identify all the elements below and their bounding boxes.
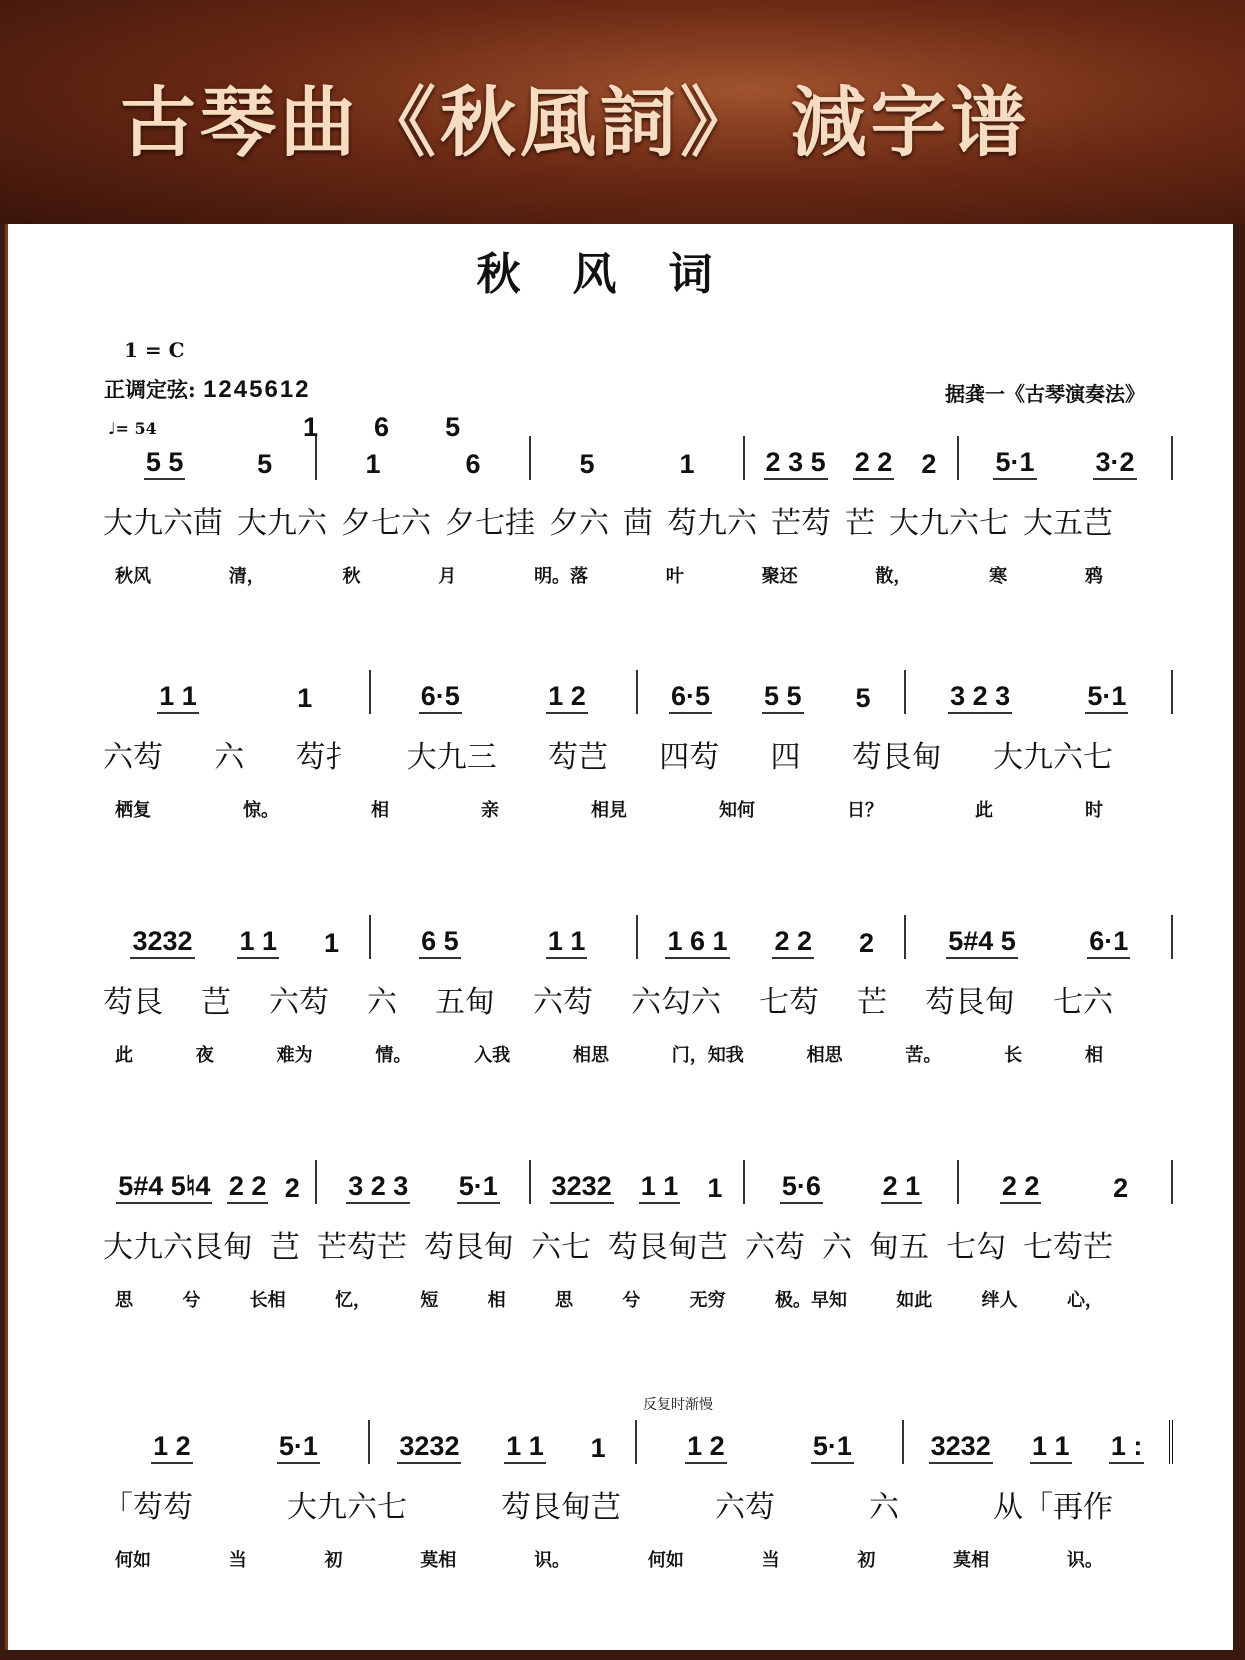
jianzipu-glyph: 四 (770, 740, 801, 775)
note-group: 2 2 (853, 446, 895, 480)
note-group: 2 2 (227, 1170, 269, 1204)
measure (637, 1420, 904, 1464)
jianzipu-glyph: 六芶 (715, 1490, 775, 1525)
jianzipu-glyph: 芶艮甸芑 (608, 1230, 728, 1265)
lyric: 识。 (1066, 1550, 1103, 1571)
notation-line (103, 1144, 1173, 1204)
note-group: 1 (297, 683, 313, 713)
tablature-line (103, 1222, 1173, 1272)
jianzipu-glyph: 芒 (857, 985, 887, 1020)
note-group: 3232 (550, 1170, 614, 1204)
note-group: 1 1 (1030, 1430, 1072, 1464)
upper-note: 1 (303, 412, 319, 442)
jianzipu-glyph: 大五芑 (1023, 506, 1113, 541)
lyric: 叶 (665, 566, 684, 587)
lyric: 思 (115, 1290, 133, 1311)
note-group: 5 (257, 449, 273, 479)
jianzipu-glyph: 六 (367, 985, 397, 1020)
measure (371, 915, 639, 959)
tablature-line (103, 498, 1173, 548)
jianzipu-glyph: 芑 (201, 985, 231, 1020)
lyric: 时 (1085, 800, 1103, 821)
note-group: 5·1 (811, 1430, 854, 1464)
score-row (103, 1144, 1173, 1312)
tuning (104, 374, 311, 404)
banner-title: 古琴曲《秋風詞》 減字谱 (120, 78, 1031, 167)
note-group: 2 2 (772, 925, 814, 959)
note-group: 5 5 (144, 446, 186, 480)
jianzipu-glyph: 大九六七 (287, 1490, 407, 1525)
measure (371, 670, 639, 714)
lyric: 相見 (591, 800, 627, 821)
jianzipu-glyph: 芶艮甸 (851, 740, 942, 775)
note-group: 3 2 3 (346, 1170, 410, 1204)
note-group: 6·5 (669, 680, 712, 714)
jianzipu-glyph: 七六 (1053, 985, 1113, 1020)
score-row (103, 654, 1173, 822)
lyric: 识。 (534, 1550, 571, 1571)
measure (745, 436, 959, 480)
lyric: 当 (761, 1550, 780, 1571)
note-group: 5·6 (780, 1170, 823, 1204)
jianzipu-glyph: 从「再作 (993, 1490, 1113, 1525)
jianzipu-glyph: 甸五 (869, 1230, 929, 1265)
note-group: 3232 (130, 925, 194, 959)
note-group: 1 1 (157, 680, 199, 714)
jianzipu-glyph: 大九六七 (993, 740, 1113, 775)
jianzipu-glyph: 芶艮甸芑 (501, 1490, 621, 1525)
lyric: 莫相 (420, 1550, 457, 1571)
note-group: 2 (1113, 1173, 1129, 1203)
lyric: 门，知我 (671, 1045, 744, 1066)
lyric: 秋风 (115, 566, 151, 587)
jianzipu-glyph: 「芶芶 (103, 1490, 193, 1525)
jianzipu-glyph: 夕七挂 (445, 506, 535, 541)
lyric: 聚还 (761, 566, 798, 587)
lyric: 绊人 (981, 1290, 1018, 1311)
note-group: 5·1 (277, 1430, 320, 1464)
lyric: 入我 (474, 1045, 511, 1066)
jianzipu-glyph: 六芶 (103, 740, 163, 775)
lyrics-line (103, 562, 1173, 588)
jianzipu-glyph: 芒芶芒 (317, 1230, 407, 1265)
lyric: 月 (438, 566, 457, 587)
note-group: 2 (921, 449, 937, 479)
lyrics-line (103, 1286, 1173, 1312)
lyric: 知何 (719, 800, 755, 821)
note-group: 1 2 (685, 1430, 727, 1464)
lyric: 何如 (647, 1550, 684, 1571)
lyric: 相 (487, 1290, 506, 1311)
measure (317, 1160, 531, 1204)
measure (906, 670, 1174, 714)
jianzipu-glyph: 大九六艮甸 (103, 1230, 253, 1265)
lyric: 情。 (375, 1045, 412, 1066)
score-row (103, 412, 1173, 588)
jianzipu-glyph: 大九六七 (889, 506, 1009, 541)
measure (103, 915, 371, 959)
measure (103, 436, 317, 480)
notation-line (103, 1404, 1173, 1464)
lyric: 极。早知 (774, 1290, 847, 1311)
lyric: 相 (1084, 1045, 1103, 1066)
jianzipu-glyph: 六芶 (745, 1230, 805, 1265)
notation-line (103, 412, 1173, 480)
lyric: 鸦 (1084, 566, 1103, 587)
lyric: 思 (554, 1290, 573, 1311)
note-group: 3·2 (1093, 446, 1136, 480)
score-row (103, 1404, 1173, 1572)
note-group: 1 : (1109, 1430, 1145, 1464)
note-group: 5·1 (993, 446, 1036, 480)
measure (745, 1160, 959, 1204)
note-group: 5#4 5♮4 (116, 1170, 212, 1204)
jianzipu-glyph: 七勾 (946, 1230, 1006, 1265)
jianzipu-glyph: 大九六 (237, 506, 327, 541)
lyric: 明。落 (534, 566, 589, 587)
note-group: 3232 (397, 1430, 461, 1464)
note-group: 2 (858, 928, 875, 958)
lyric: 忆， (334, 1290, 371, 1311)
measure (959, 1160, 1173, 1204)
jianzipu-glyph: 芶扌 (295, 740, 356, 775)
note-group: 6·1 (1087, 925, 1130, 959)
measure (103, 1160, 317, 1204)
lyric: 夜 (195, 1045, 214, 1066)
lyric: 兮 (622, 1290, 641, 1311)
jianzipu-glyph: 芒芶 (771, 506, 831, 541)
score-row (103, 899, 1173, 1067)
jianzipu-glyph: 芑 (270, 1230, 300, 1265)
note-group: 1 (590, 1433, 606, 1463)
lyric: 兮 (182, 1290, 201, 1311)
jianzipu-glyph: 夕七六 (341, 506, 431, 541)
note-group: 3232 (929, 1430, 993, 1464)
lyric: 日？ (847, 800, 883, 821)
jianzipu-glyph: 五甸 (435, 985, 495, 1020)
lyric: 长相 (249, 1290, 286, 1311)
lyric: 何如 (115, 1550, 151, 1571)
repeat-instruction: 反复时渐慢 (643, 1397, 713, 1413)
lyric: 此 (975, 800, 993, 821)
lyric: 心， (1066, 1290, 1103, 1311)
score-sheet (5, 224, 1233, 1650)
lyrics-line (103, 1546, 1173, 1572)
lyric: 莫相 (953, 1550, 990, 1571)
upper-note: 5 (445, 412, 461, 442)
jianzipu-glyph: 芶艮甸 (925, 985, 1015, 1020)
note-group: 5·1 (457, 1170, 500, 1204)
upper-notes (303, 412, 460, 443)
lyric: 难为 (276, 1045, 313, 1066)
measure (906, 915, 1174, 959)
score-title: 秋风词 (476, 249, 765, 300)
note-group: 1 2 (151, 1430, 193, 1464)
note-group: 1 6 1 (665, 925, 729, 959)
jianzipu-glyph: 六七 (531, 1230, 591, 1265)
note-group: 3 2 3 (948, 680, 1012, 714)
note-group: 1 2 (546, 680, 588, 714)
measure (103, 1420, 370, 1464)
note-group: 5 (579, 449, 595, 479)
tablature-line (103, 1482, 1173, 1532)
measure (959, 436, 1173, 480)
jianzipu-glyph: 芶九六 (667, 506, 757, 541)
note-group: 1 1 (237, 925, 279, 959)
source-credit: 据龚一《古琴演奏法》 (945, 382, 1145, 406)
lyric: 亲 (481, 800, 499, 821)
jianzipu-glyph: 芶艮 (103, 985, 163, 1020)
jianzipu-glyph: 六 (869, 1490, 899, 1525)
note-group: 1 1 (504, 1430, 546, 1464)
note-group: 5·1 (1085, 680, 1128, 714)
measure (638, 670, 906, 714)
lyrics-line (103, 1041, 1173, 1067)
note-group: 2 1 (881, 1170, 923, 1204)
jianzipu-glyph: 六 (822, 1230, 852, 1265)
lyric: 相思 (572, 1045, 609, 1066)
lyric: 无穷 (689, 1290, 726, 1311)
note-group: 1 (707, 1173, 723, 1203)
jianzipu-glyph: 大九六茴 (103, 506, 223, 541)
jianzipu-glyph: 六芶 (533, 985, 593, 1020)
note-group: 5 (855, 683, 871, 713)
key-signature: 1 = C (124, 338, 185, 362)
lyric: 如此 (896, 1290, 933, 1311)
notation-line (103, 654, 1173, 714)
measure (904, 1420, 1173, 1464)
lyric: 初 (324, 1550, 343, 1571)
upper-note: 6 (374, 412, 390, 442)
lyric: 秋 (342, 566, 361, 587)
note-group: 1 (365, 449, 381, 479)
tablature-line (103, 732, 1173, 782)
lyric: 当 (228, 1550, 247, 1571)
lyric: 此 (115, 1045, 133, 1066)
jianzipu-glyph: 四芶 (659, 740, 720, 775)
jianzipu-glyph: 芒 (845, 506, 875, 541)
note-group: 5#4 5 (946, 925, 1018, 959)
tuning-notes: 1245612 (203, 376, 311, 403)
lyric: 相 (371, 800, 389, 821)
note-group: 5 5 (762, 680, 804, 714)
tuning-label: 正调定弦: (104, 377, 196, 402)
jianzipu-glyph: 夕六 (549, 506, 609, 541)
lyric: 栖复 (115, 800, 151, 821)
banner (0, 0, 1245, 224)
note-group: 1 (323, 928, 339, 958)
note-group: 6·5 (419, 680, 462, 714)
jianzipu-glyph: 大九三 (406, 740, 497, 775)
measure (531, 436, 745, 480)
lyric: 相思 (806, 1045, 843, 1066)
lyric: 寒 (989, 566, 1008, 587)
measure (531, 1160, 745, 1204)
notation-line (103, 899, 1173, 959)
tempo-marking: ♩= 54 (108, 419, 157, 438)
note-group: 1 1 (639, 1170, 681, 1204)
jianzipu-glyph: 茴 (623, 506, 653, 541)
note-group: 1 1 (546, 925, 588, 959)
note-group: 2 (284, 1173, 300, 1203)
lyric: 清， (228, 566, 265, 587)
measure (638, 915, 906, 959)
lyric: 初 (857, 1550, 876, 1571)
lyric: 长 (1004, 1045, 1023, 1066)
jianzipu-glyph: 六 (214, 740, 245, 775)
lyric: 散， (875, 566, 912, 587)
lyric: 短 (420, 1290, 439, 1311)
jianzipu-glyph: 七芶芒 (1023, 1230, 1113, 1265)
jianzipu-glyph: 芶艮甸 (424, 1230, 514, 1265)
note-group: 1 (679, 449, 695, 479)
note-group: 6 (465, 449, 481, 479)
measure (370, 1420, 637, 1464)
tablature-line (103, 977, 1173, 1027)
jianzipu-glyph: 七芶 (759, 985, 819, 1020)
jianzipu-glyph: 六芶 (269, 985, 329, 1020)
lyrics-line (103, 796, 1173, 822)
measure (103, 670, 371, 714)
lyric: 惊。 (243, 800, 279, 821)
jianzipu-glyph: 芶芑 (548, 740, 608, 775)
lyric: 苦。 (905, 1045, 942, 1066)
note-group: 2 2 (1000, 1170, 1042, 1204)
note-group: 6 5 (419, 925, 461, 959)
jianzipu-glyph: 六勾六 (631, 985, 721, 1020)
note-group: 2 3 5 (764, 446, 828, 480)
